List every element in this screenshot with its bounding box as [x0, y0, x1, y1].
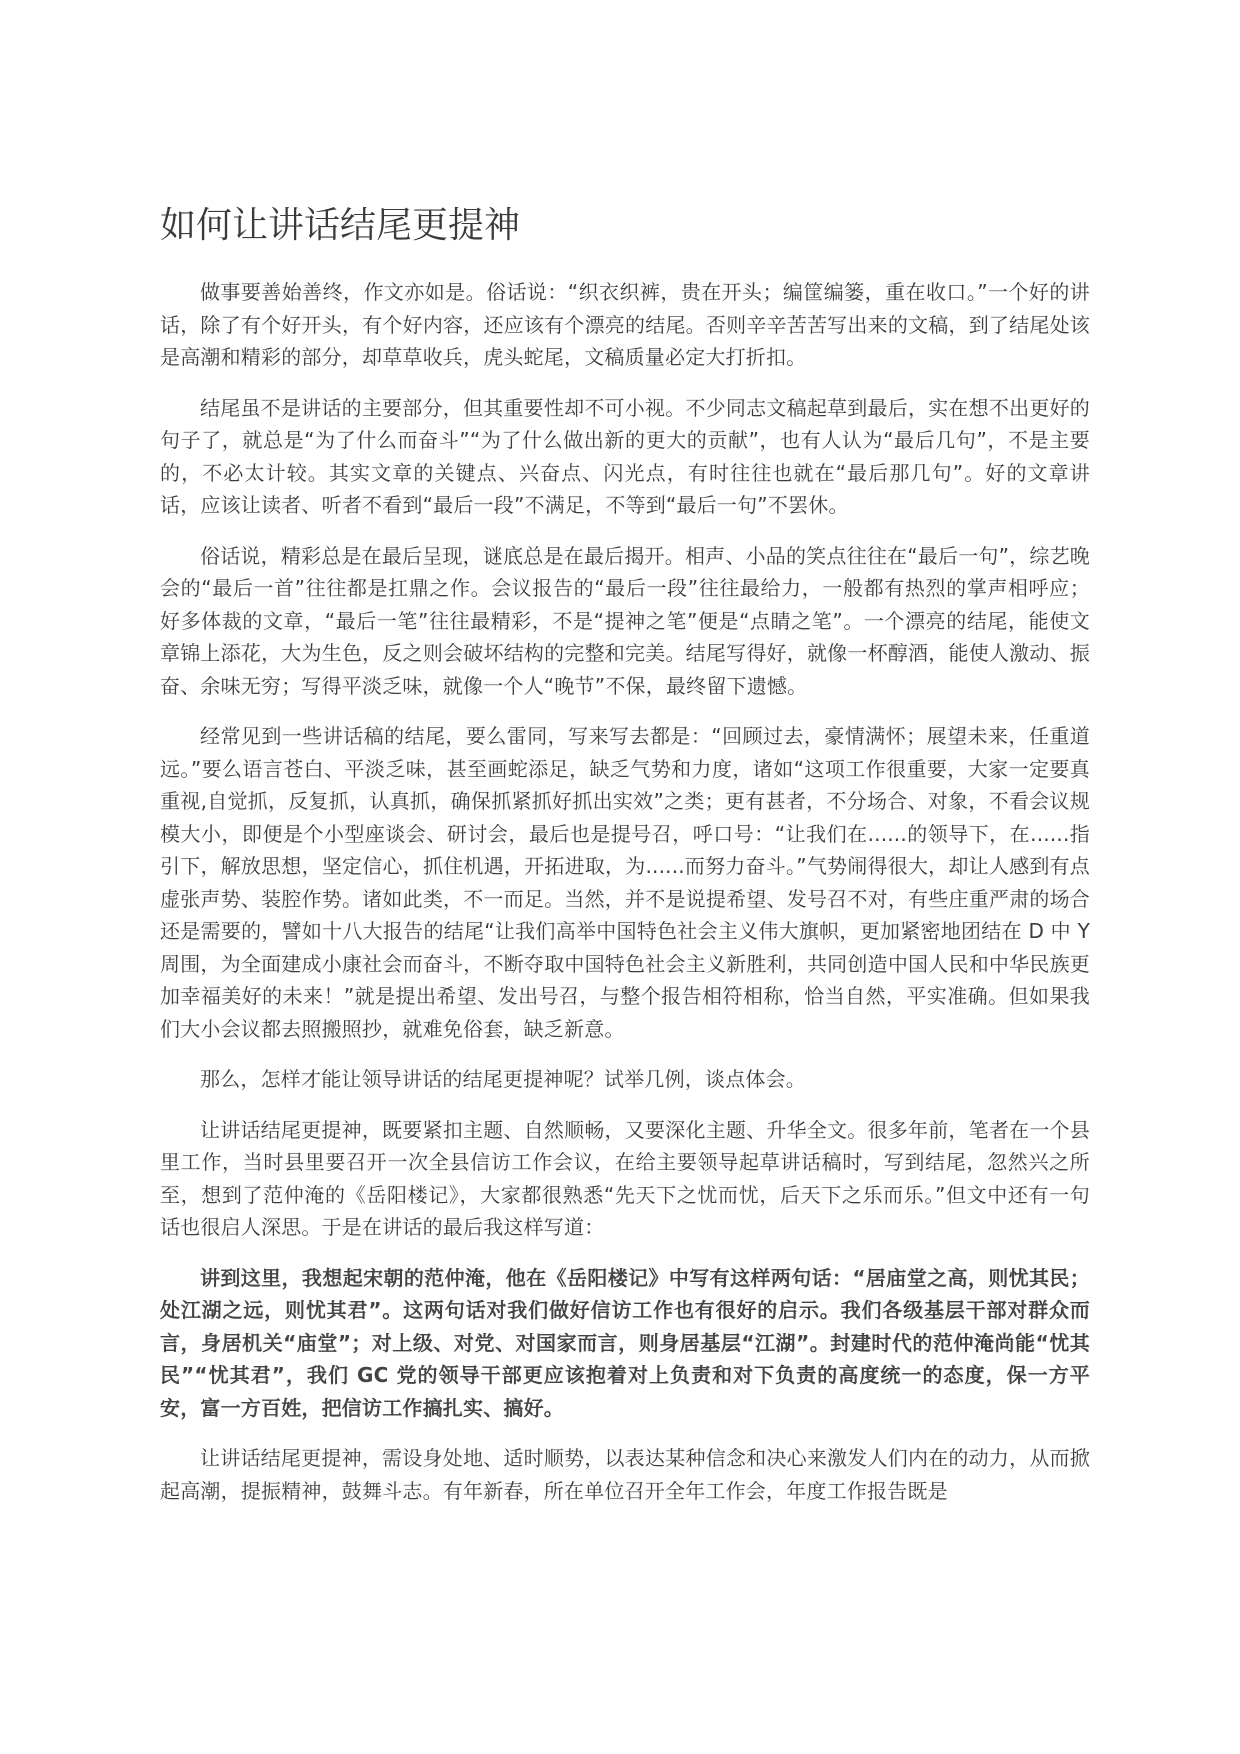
- document-title: 如何让讲话结尾更提神: [160, 205, 521, 246]
- paragraph-next-example: 让讲话结尾更提神，需设身处地、适时顺势，以表达某种信念和决心来激发人们内在的动力，从而掀起高潮，提振精神，鼓舞斗志。有年新春，所在单位召开全年工作会，年度工作报告既是: [160, 1446, 1090, 1503]
- paragraph-saying: 俗话说，精彩总是在最后呈现，谜底总是在最后揭开。相声、小品的笑点往往在“最后一句”，综艺晚会的“最后一首”往往都是扛鼎之作。会议报告的“最后一段”往往最给力，一般都有热烈的掌声相呼应；好多体裁的文章，“最后一笔”往往最精彩，不是“提神之笔”便是“点睛之笔”。一个漂亮的结尾，能使文章锦上添花，大为生色，反之则会破坏结构的完整和完美。结尾写得好，就像一杯醇酒，能使人激动、振奋、余味无穷；写得平淡乏味，就像一个人“晚节”不保，最终留下遗憾。: [160, 543, 1090, 698]
- paragraph-example-quote: 讲到这里，我想起宋朝的范仲淹，他在《岳阳楼记》中写有这样两句话：“居庙堂之高，则忧其民；处江湖之远，则忧其君”。这两句话对我们做好信访工作也有很好的启示。我们各级基层干部对群众而言，身居机关“庙堂”；对上级、对党、对国家而言，则身居基层“江湖”。封建时代的范仲淹尚能“忧其民”“忧其君”，我们 GC 党的领导干部更应该抱着对上负责和对下负责的高度统一的态度，保一方平安，富一方百姓，把信访工作搞扎实、搞好。: [160, 1265, 1090, 1420]
- paragraph-opening: 做事要善始善终，作文亦如是。俗话说：“织衣织裤，贵在开头；编筐编篓，重在收口。”一个好的讲话，除了有个好开头，有个好内容，还应该有个漂亮的结尾。否则辛辛苦苦写出来的文稿，到了结尾处该是高潮和精彩的部分，却草草收兵，虎头蛇尾，文稿质量必定大打折扣。: [160, 280, 1090, 369]
- paragraph-question: 那么，怎样才能让领导讲话的结尾更提神呢？试举几例，谈点体会。: [200, 1067, 806, 1091]
- paragraph-common-endings: 经常见到一些讲话稿的结尾，要么雷同，写来写去都是：“回顾过去，豪情满怀；展望未来，任重道远。”要么语言苍白、平淡乏味，甚至画蛇添足，缺乏气势和力度，诸如“这项工作很重要，大家一定要真重视,自觉抓，反复抓，认真抓，确保抓紧抓好抓出实效”之类；更有甚者，不分场合、对象，不看会议规模大小，即便是个小型座谈会、研讨会，最后也是提号召，呼口号：“让我们在......的领导下，在......指引下，解放思想，坚定信心，抓住机遇，开拓进取，为......而努力奋斗。”气势闹得很大，却让人感到有点虚张声势、装腔作势。诸如此类，不一而足。当然，并不是说提希望、发号召不对，有些庄重严肃的场合还是需要的，譬如十八大报告的结尾“让我们高举中国特色社会主义伟大旗帜，更加紧密地团结在 D 中 Y 周围，为全面建成小康社会而奋斗，不断夺取中国特色社会主义新胜利，共同创造中国人民和中华民族更加幸福美好的未来！”就是提出希望、发出号召，与整个报告相符相称，恰当自然，平实准确。但如果我们大小会议都去照搬照抄，就难免俗套，缺乏新意。: [160, 724, 1090, 1041]
- paragraph-example-intro: 让讲话结尾更提神，既要紧扣主题、自然顺畅，又要深化主题、升华全文。很多年前，笔者在一个县里工作，当时县里要召开一次全县信访工作会议，在给主要领导起草讲话稿时，写到结尾，忽然兴之所至，想到了范仲淹的《岳阳楼记》，大家都很熟悉“先天下之忧而忧，后天下之乐而乐。”但文中还有一句话也很启人深思。于是在讲话的最后我这样写道：: [160, 1117, 1090, 1239]
- document-page: [160, 200, 1090, 1525]
- paragraph-importance: 结尾虽不是讲话的主要部分，但其重要性却不可小视。不少同志文稿起草到最后，实在想不出更好的句子了，就总是“为了什么而奋斗”“为了什么做出新的更大的贡献”，也有人认为“最后几句”，不是主要的，不必太计较。其实文章的关键点、兴奋点、闪光点，有时往往也就在“最后那几句”。好的文章讲话，应该让读者、听者不看到“最后一段”不满足，不等到“最后一句”不罢休。: [160, 395, 1090, 517]
